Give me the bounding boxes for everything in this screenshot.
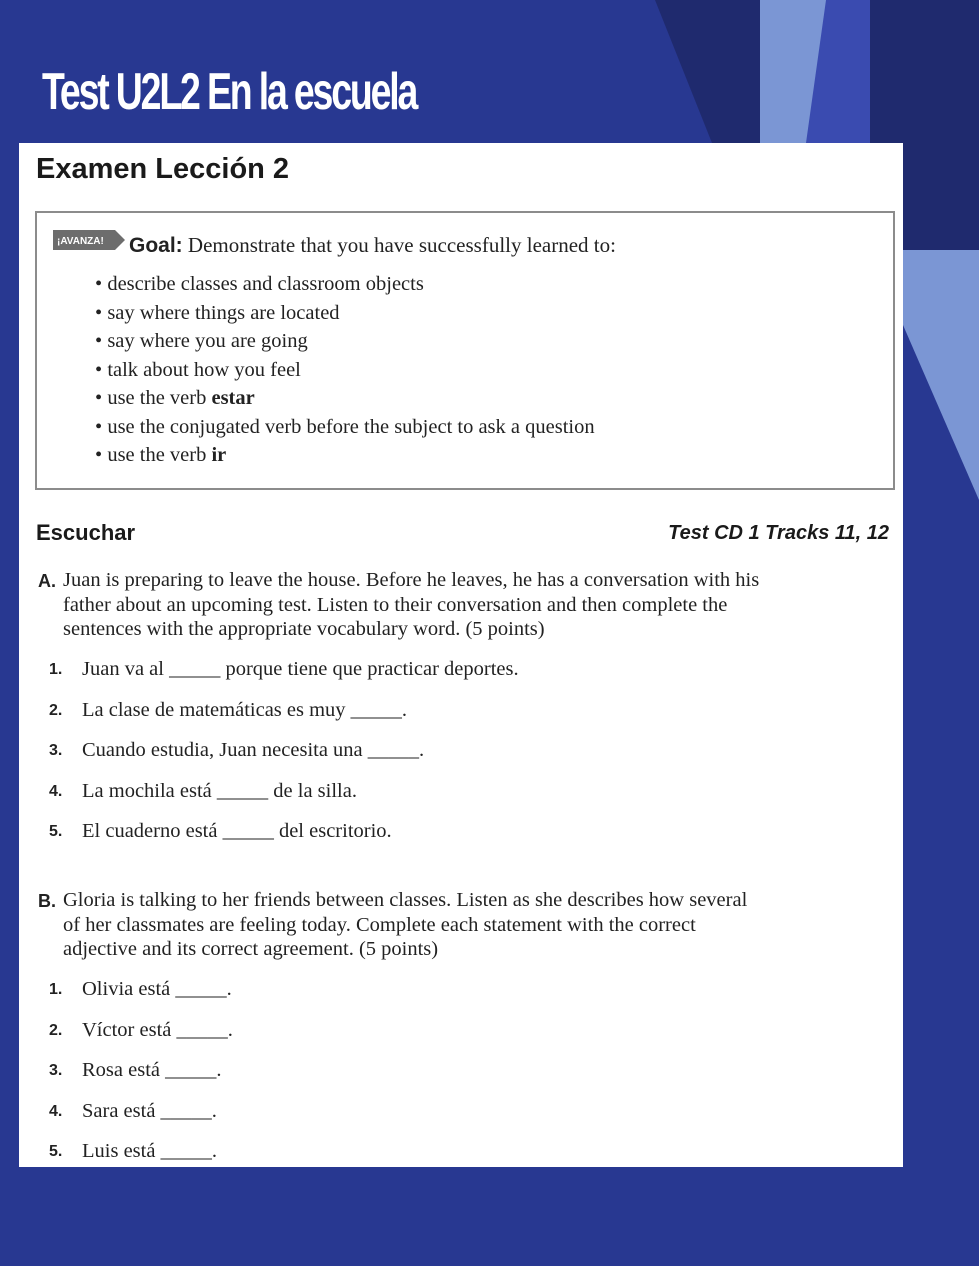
question-text: Olivia está _____. <box>82 978 232 1000</box>
question-item <box>49 1059 222 1082</box>
question-number: 5. <box>49 823 63 840</box>
question-number: 3. <box>49 1062 63 1079</box>
goal-bullet: • use the verb ir <box>95 444 227 466</box>
question-text: Rosa está _____. <box>82 1059 222 1081</box>
question-number: 2. <box>49 701 63 719</box>
part-a-instructions <box>38 568 763 642</box>
dark-stripe <box>655 0 760 143</box>
avanza-badge-icon <box>53 230 125 250</box>
question-item <box>49 698 408 722</box>
light-wedge <box>903 250 979 500</box>
goal-line <box>129 233 616 258</box>
part-b-letter: B. <box>38 891 56 911</box>
question-item <box>49 1018 233 1042</box>
cd-tracks: Test CD 1 Tracks 11, 12 <box>668 522 889 544</box>
question-item <box>49 820 392 843</box>
question-text: Víctor está _____. <box>82 1018 233 1041</box>
avanza-badge-text: ¡AVANZA! <box>57 236 104 247</box>
goal-bullet: • say where things are located <box>95 301 340 324</box>
question-number: 1. <box>49 981 63 998</box>
question-item <box>49 658 519 681</box>
part-b-instructions <box>38 888 763 962</box>
question-number: 2. <box>49 1021 63 1039</box>
question-number: 4. <box>49 1102 63 1120</box>
part-a-text: Juan is preparing to leave the house. Before he leaves, he has a conversation with his father about an upcoming test. Listen to their conversation and then complete the sentences with the appropriate vocabulary word. (5 points) <box>63 569 760 641</box>
question-number: 3. <box>49 742 63 759</box>
question-number: 1. <box>49 661 63 678</box>
question-item <box>49 978 232 1001</box>
goal-text: Demonstrate that you have successfully learned to: <box>187 233 616 257</box>
part-b-text: Gloria is talking to her friends between classes. Listen as she describes how several of her classmates are feeling today. Complete each statement with the correct adjective and its correct agreement. (5 points) <box>63 889 748 961</box>
question-item <box>49 739 425 762</box>
question-text: El cuaderno está _____ del escritorio. <box>82 820 392 842</box>
question-item <box>49 779 357 803</box>
part-a-letter: A. <box>38 571 56 591</box>
question-number: 4. <box>49 782 63 800</box>
question-text: Sara está _____. <box>82 1099 217 1122</box>
goal-bullet: • say where you are going <box>95 330 308 352</box>
goal-bullet: • describe classes and classroom objects <box>95 273 424 295</box>
goal-bullet: • use the verb estar <box>95 387 255 409</box>
question-item <box>49 1140 217 1163</box>
goal-box <box>35 211 895 490</box>
goal-bullet: • talk about how you feel <box>95 358 301 381</box>
question-text: Juan va al _____ porque tiene que practicar deportes. <box>82 658 519 680</box>
question-item <box>49 1099 217 1123</box>
question-text: Luis está _____. <box>82 1140 217 1162</box>
question-text: La mochila está _____ de la silla. <box>82 779 357 802</box>
exam-title: Examen Lección 2 <box>36 153 290 185</box>
goal-label: Goal: <box>129 234 183 257</box>
question-number: 5. <box>49 1143 63 1160</box>
question-text: La clase de matemáticas es muy _____. <box>82 698 408 721</box>
question-text: Cuando estudia, Juan necesita una _____. <box>82 739 425 761</box>
section-title: Escuchar <box>36 520 136 545</box>
goal-bullet: • use the conjugated verb before the subject to ask a question <box>95 415 595 438</box>
exam-page <box>19 143 903 1167</box>
slide-title: Test U2L2 En la escuela <box>42 63 417 121</box>
